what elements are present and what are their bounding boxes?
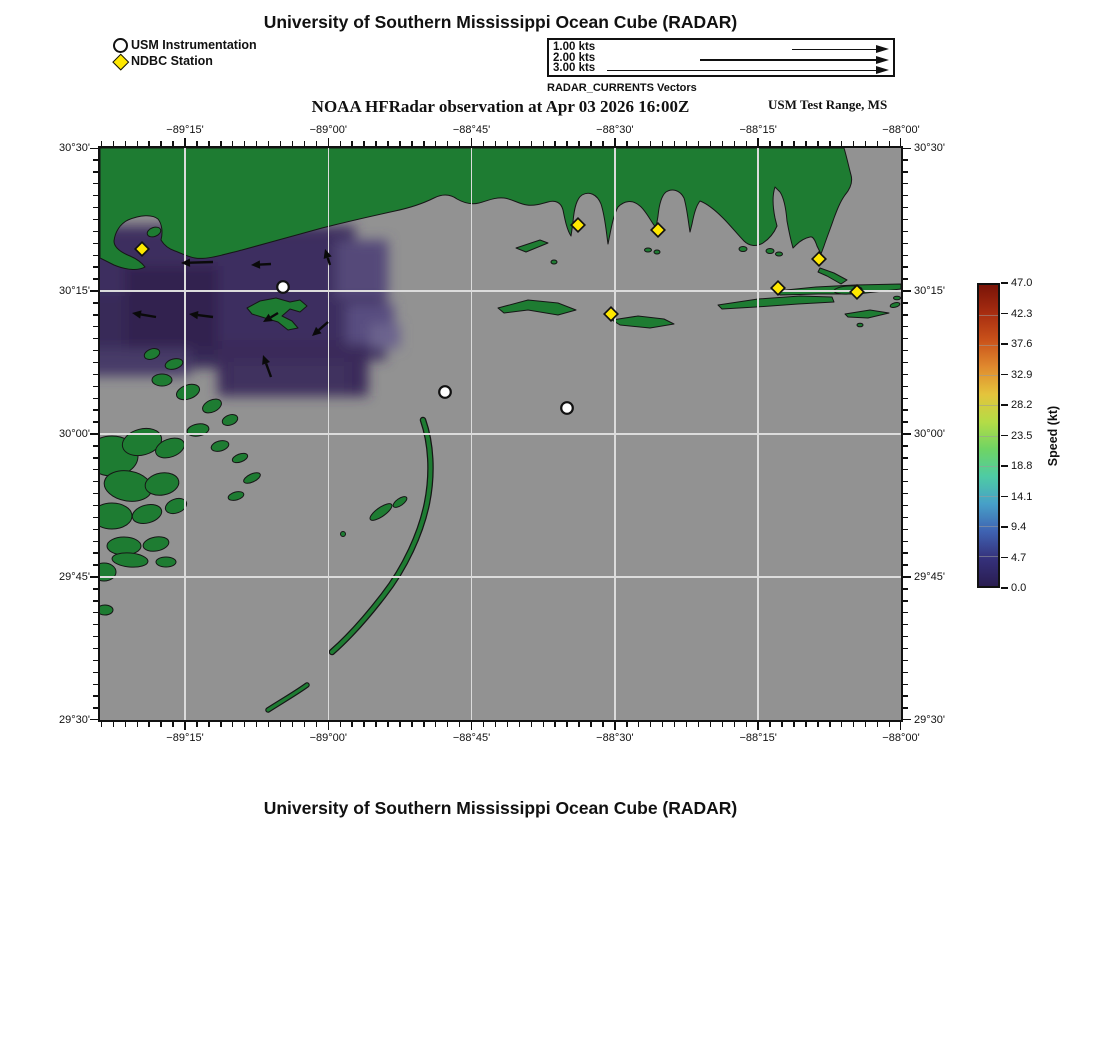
tick-mark (903, 195, 908, 196)
current-vector-arrow (141, 314, 156, 317)
tick-mark (411, 722, 412, 727)
ndbc-station-marker (135, 242, 149, 256)
tick-mark (793, 722, 794, 727)
colorbar-tick (1001, 343, 1008, 344)
scale-3kt-label: 3.00 kts (553, 62, 596, 74)
current-vector-arrowhead (324, 249, 332, 259)
current-vector-arrow (271, 313, 278, 317)
tick-mark (554, 722, 555, 727)
tick-mark (172, 722, 173, 727)
tick-mark (903, 386, 908, 387)
tick-mark (722, 141, 723, 146)
usm-instrumentation-marker (277, 281, 289, 293)
tick-mark (903, 171, 908, 172)
map-area (100, 148, 901, 720)
tick-mark (889, 722, 890, 727)
ndbc-station-marker (571, 218, 585, 232)
tick-mark (256, 722, 257, 727)
axis-tick-label: 30°30' (914, 141, 945, 154)
tick-mark (900, 138, 901, 146)
ndbc-station-marker (812, 252, 826, 266)
tick-mark (900, 722, 901, 730)
scale-arrow-shaft (607, 70, 877, 72)
tick-mark (113, 141, 114, 146)
tick-mark (877, 722, 878, 727)
scale-2kt-label: 2.00 kts (553, 51, 596, 64)
tick-mark (638, 141, 639, 146)
tick-mark (903, 552, 908, 553)
colorbar-tick-label: 37.6 (1011, 338, 1033, 350)
tick-mark (351, 722, 352, 727)
colorbar-segment-line (979, 375, 998, 376)
tick-mark (903, 541, 908, 542)
test-range-label: USM Test Range, MS (768, 97, 888, 112)
tick-mark (829, 141, 830, 146)
scale-arrowhead-icon (876, 45, 889, 53)
tick-mark (903, 243, 908, 244)
colorbar-tick-label: 18.8 (1011, 460, 1033, 472)
tick-mark (805, 722, 806, 727)
tick-mark (220, 141, 221, 146)
tick-mark (459, 722, 460, 727)
tick-mark (423, 141, 424, 146)
tick-mark (399, 722, 400, 727)
tick-mark (903, 707, 908, 708)
observation-subtitle: NOAA HFRadar observation at Apr 03 2026 16:00Z (311, 97, 690, 116)
tick-mark (543, 141, 544, 146)
tick-mark (160, 722, 161, 727)
vector-scale-caption: RADAR_CURRENTS Vectors (547, 82, 697, 94)
tick-mark (471, 722, 472, 730)
tick-mark (148, 722, 149, 727)
current-vector-arrow (319, 322, 328, 330)
tick-mark (903, 409, 908, 410)
colorbar-segment-line (979, 345, 998, 346)
tick-mark (101, 722, 102, 727)
tick-mark (292, 141, 293, 146)
scale-arrow-shaft (700, 59, 877, 61)
tick-mark (125, 141, 126, 146)
tick-mark (507, 141, 508, 146)
tick-mark (554, 141, 555, 146)
tick-mark (903, 624, 908, 625)
current-vector-arrow (260, 264, 271, 265)
tick-mark (805, 141, 806, 146)
axis-tick-label: 29°45' (59, 570, 90, 583)
tick-mark (316, 722, 317, 727)
tick-mark (698, 141, 699, 146)
tick-mark (817, 141, 818, 146)
ndbc-station-icon (113, 54, 129, 70)
scale-1kt-label: 1.00 kts (553, 41, 596, 53)
tick-mark (566, 141, 567, 146)
colorbar-tick-label: 47.0 (1011, 277, 1033, 289)
vector-scale-box (547, 38, 895, 77)
axis-tick-label: 30°00' (59, 427, 90, 440)
tick-mark (232, 722, 233, 727)
tick-mark (903, 564, 908, 565)
tick-mark (602, 141, 603, 146)
axis-tick-label: −88°30' (596, 732, 634, 744)
tick-mark (614, 138, 615, 146)
tick-mark (903, 684, 908, 685)
tick-mark (686, 141, 687, 146)
tick-mark (483, 141, 484, 146)
tick-mark (483, 722, 484, 727)
usm-instrumentation-marker (561, 402, 573, 414)
colorbar-segment-line (979, 526, 998, 527)
tick-mark (125, 722, 126, 727)
longitude-axis-bottom (100, 732, 920, 746)
colorbar-tick-label: 4.7 (1011, 551, 1027, 564)
tick-mark (903, 421, 908, 422)
tick-mark (889, 141, 890, 146)
tick-mark (650, 722, 651, 727)
tick-mark (903, 695, 908, 696)
axis-tick-label: 29°45' (914, 570, 945, 583)
speed-colorbar (977, 283, 1000, 588)
tick-mark (602, 722, 603, 727)
tick-mark (244, 722, 245, 727)
ndbc-station-marker (604, 307, 618, 321)
tick-mark (280, 722, 281, 727)
axis-tick-label: 29°30' (914, 713, 945, 726)
tick-mark (903, 445, 908, 446)
tick-mark (722, 722, 723, 727)
tick-mark (268, 141, 269, 146)
tick-mark (531, 141, 532, 146)
tick-mark (903, 326, 908, 327)
tick-mark (769, 722, 770, 727)
colorbar-tick (1001, 374, 1008, 375)
axis-tick-label: −88°00' (882, 732, 920, 744)
tick-mark (903, 588, 908, 589)
colorbar-tick (1001, 557, 1008, 558)
tick-mark (903, 362, 908, 363)
latitude-axis-right (910, 141, 972, 726)
tick-mark (903, 505, 908, 506)
colorbar-tick (1001, 404, 1008, 405)
tick-mark (519, 722, 520, 727)
colorbar-tick-label: 0.0 (1011, 582, 1027, 594)
tick-mark (614, 722, 615, 730)
tick-mark (566, 722, 567, 727)
tick-mark (280, 141, 281, 146)
tick-mark (903, 231, 908, 232)
axis-tick-label: 30°15' (59, 284, 90, 297)
tick-mark (196, 722, 197, 727)
tick-mark (903, 302, 908, 303)
stations-and-vectors-layer (100, 148, 901, 720)
tick-mark (447, 722, 448, 727)
colorbar-segment-line (979, 405, 998, 406)
scale-arrow-shaft (792, 49, 877, 51)
colorbar-title: Speed (kt) (1046, 405, 1060, 467)
tick-mark (746, 722, 747, 727)
tick-mark (903, 517, 908, 518)
tick-mark (590, 722, 591, 727)
current-vector-arrow (266, 363, 271, 377)
tick-mark (256, 141, 257, 146)
tick-mark (208, 722, 209, 727)
tick-mark (638, 722, 639, 727)
tick-mark (292, 722, 293, 727)
colorbar-tick (1001, 587, 1008, 588)
tick-mark (674, 141, 675, 146)
tick-mark (903, 374, 908, 375)
colorbar-tick-label: 42.3 (1011, 307, 1033, 320)
tick-mark (698, 722, 699, 727)
tick-mark (160, 141, 161, 146)
axis-tick-label: 30°15' (914, 284, 945, 297)
tick-mark (232, 141, 233, 146)
tick-mark (817, 722, 818, 727)
tick-mark (220, 722, 221, 727)
tick-mark (903, 469, 908, 470)
tick-mark (734, 141, 735, 146)
tick-mark (662, 141, 663, 146)
colorbar-segment-line (979, 436, 998, 437)
ndbc-station-marker (850, 285, 864, 299)
ndbc-station-marker (651, 223, 665, 237)
tick-mark (172, 141, 173, 146)
tick-mark (650, 141, 651, 146)
tick-mark (184, 138, 185, 146)
colorbar-tick (1001, 313, 1008, 314)
latitude-axis-left (34, 141, 94, 726)
axis-tick-label: −88°45' (452, 732, 491, 744)
tick-mark (137, 141, 138, 146)
current-vector-arrowhead (262, 355, 270, 365)
tick-mark (626, 722, 627, 727)
tick-mark (903, 266, 908, 267)
current-vector-arrowhead (189, 311, 198, 319)
colorbar-segment-line (979, 466, 998, 467)
tick-mark (375, 141, 376, 146)
tick-mark (578, 141, 579, 146)
tick-mark (903, 350, 908, 351)
tick-mark (411, 141, 412, 146)
tick-mark (781, 141, 782, 146)
tick-mark (340, 722, 341, 727)
tick-mark (543, 722, 544, 727)
axis-tick-label: −89°15' (166, 732, 204, 744)
tick-mark (877, 141, 878, 146)
colorbar-tick (1001, 435, 1008, 436)
tick-mark (710, 141, 711, 146)
tick-mark (769, 141, 770, 146)
tick-mark (903, 207, 908, 208)
tick-mark (328, 138, 329, 146)
tick-mark (519, 141, 520, 146)
tick-mark (903, 255, 908, 256)
tick-mark (435, 722, 436, 727)
tick-mark (363, 141, 364, 146)
colorbar-tick-label: 14.1 (1011, 490, 1033, 503)
longitude-axis-top (100, 124, 920, 138)
current-vector-arrow (190, 262, 213, 263)
ndbc-station-label: NDBC Station (131, 54, 213, 68)
axis-tick-label: −88°00' (882, 124, 920, 136)
tick-mark (495, 722, 496, 727)
tick-mark (101, 141, 102, 146)
axis-tick-label: 29°30' (59, 713, 90, 726)
current-vector-arrowhead (251, 260, 260, 268)
tick-mark (746, 141, 747, 146)
colorbar-tick (1001, 496, 1008, 497)
colorbar-tick-label: 28.2 (1011, 399, 1033, 411)
axis-tick-label: 30°00' (914, 427, 945, 440)
tick-mark (853, 141, 854, 146)
tick-mark (903, 278, 908, 279)
tick-mark (626, 141, 627, 146)
tick-mark (471, 138, 472, 146)
tick-mark (903, 183, 908, 184)
axis-tick-label: −88°15' (739, 124, 777, 136)
tick-mark (304, 141, 305, 146)
tick-mark (686, 722, 687, 727)
tick-mark (148, 141, 149, 146)
tick-mark (903, 636, 908, 637)
axis-tick-label: −89°15' (166, 124, 204, 136)
colorbar-tick-label: 23.5 (1011, 429, 1033, 442)
tick-mark (865, 141, 866, 146)
tick-mark (903, 660, 908, 661)
tick-mark (841, 722, 842, 727)
tick-mark (757, 138, 758, 146)
tick-mark (903, 529, 908, 530)
tick-mark (793, 141, 794, 146)
tick-mark (578, 722, 579, 727)
colorbar-segment-line (979, 556, 998, 557)
tick-mark (196, 141, 197, 146)
usm-instrumentation-marker (439, 386, 451, 398)
tick-mark (137, 722, 138, 727)
usm-instrumentation-icon (113, 38, 128, 53)
tick-mark (841, 141, 842, 146)
tick-mark (903, 314, 908, 315)
tick-mark (375, 722, 376, 727)
colorbar-tick-label: 9.4 (1011, 521, 1027, 533)
axis-tick-label: −88°45' (452, 124, 491, 136)
tick-mark (710, 722, 711, 727)
tick-mark (340, 141, 341, 146)
tick-mark (435, 141, 436, 146)
tick-mark (208, 141, 209, 146)
tick-mark (387, 141, 388, 146)
colorbar-tick (1001, 526, 1008, 527)
tick-mark (351, 141, 352, 146)
usm-instrumentation-label: USM Instrumentation (131, 38, 257, 52)
tick-mark (507, 722, 508, 727)
tick-mark (757, 722, 758, 730)
tick-mark (781, 722, 782, 727)
scale-arrowhead-icon (876, 56, 889, 64)
axis-tick-label: −89°00' (309, 124, 347, 136)
page-title: University of Southern Mississippi Ocean Cube (RADAR) (263, 12, 738, 32)
axis-tick-label: −88°15' (739, 732, 777, 744)
tick-mark (903, 600, 908, 601)
axis-tick-label: −88°30' (596, 124, 634, 136)
axis-tick-label: −89°00' (309, 732, 347, 744)
tick-mark (328, 722, 329, 730)
tick-mark (903, 338, 908, 339)
colorbar-segment-line (979, 315, 998, 316)
tick-mark (662, 722, 663, 727)
tick-mark (244, 141, 245, 146)
current-vector-arrowhead (181, 259, 190, 267)
tick-mark (865, 722, 866, 727)
tick-mark (268, 722, 269, 727)
tick-mark (447, 141, 448, 146)
tick-mark (903, 219, 908, 220)
tick-mark (853, 722, 854, 727)
tick-mark (184, 722, 185, 730)
tick-mark (903, 159, 908, 160)
tick-mark (903, 648, 908, 649)
current-vector-arrow (328, 258, 330, 265)
tick-mark (903, 457, 908, 458)
tick-mark (531, 722, 532, 727)
tick-mark (590, 141, 591, 146)
tick-mark (903, 672, 908, 673)
tick-mark (423, 722, 424, 727)
current-vector-arrow (198, 315, 213, 317)
tick-mark (903, 493, 908, 494)
current-vector-arrowhead (132, 310, 142, 318)
scale-arrowhead-icon (876, 66, 889, 74)
tick-mark (459, 141, 460, 146)
tick-mark (399, 141, 400, 146)
footer-title: University of Southern Mississippi Ocean Cube (RADAR) (263, 798, 738, 818)
tick-mark (387, 722, 388, 727)
tick-mark (363, 722, 364, 727)
colorbar-tick (1001, 282, 1008, 283)
colorbar-segment-line (979, 496, 998, 497)
tick-mark (903, 481, 908, 482)
tick-mark (495, 141, 496, 146)
tick-mark (304, 722, 305, 727)
colorbar-tick-label: 32.9 (1011, 368, 1033, 381)
ndbc-station-marker (771, 281, 785, 295)
tick-mark (734, 722, 735, 727)
tick-mark (903, 612, 908, 613)
tick-mark (829, 722, 830, 727)
tick-mark (113, 722, 114, 727)
tick-mark (903, 398, 908, 399)
axis-tick-label: 30°30' (59, 141, 90, 154)
tick-mark (316, 141, 317, 146)
tick-mark (674, 722, 675, 727)
colorbar-tick (1001, 465, 1008, 466)
